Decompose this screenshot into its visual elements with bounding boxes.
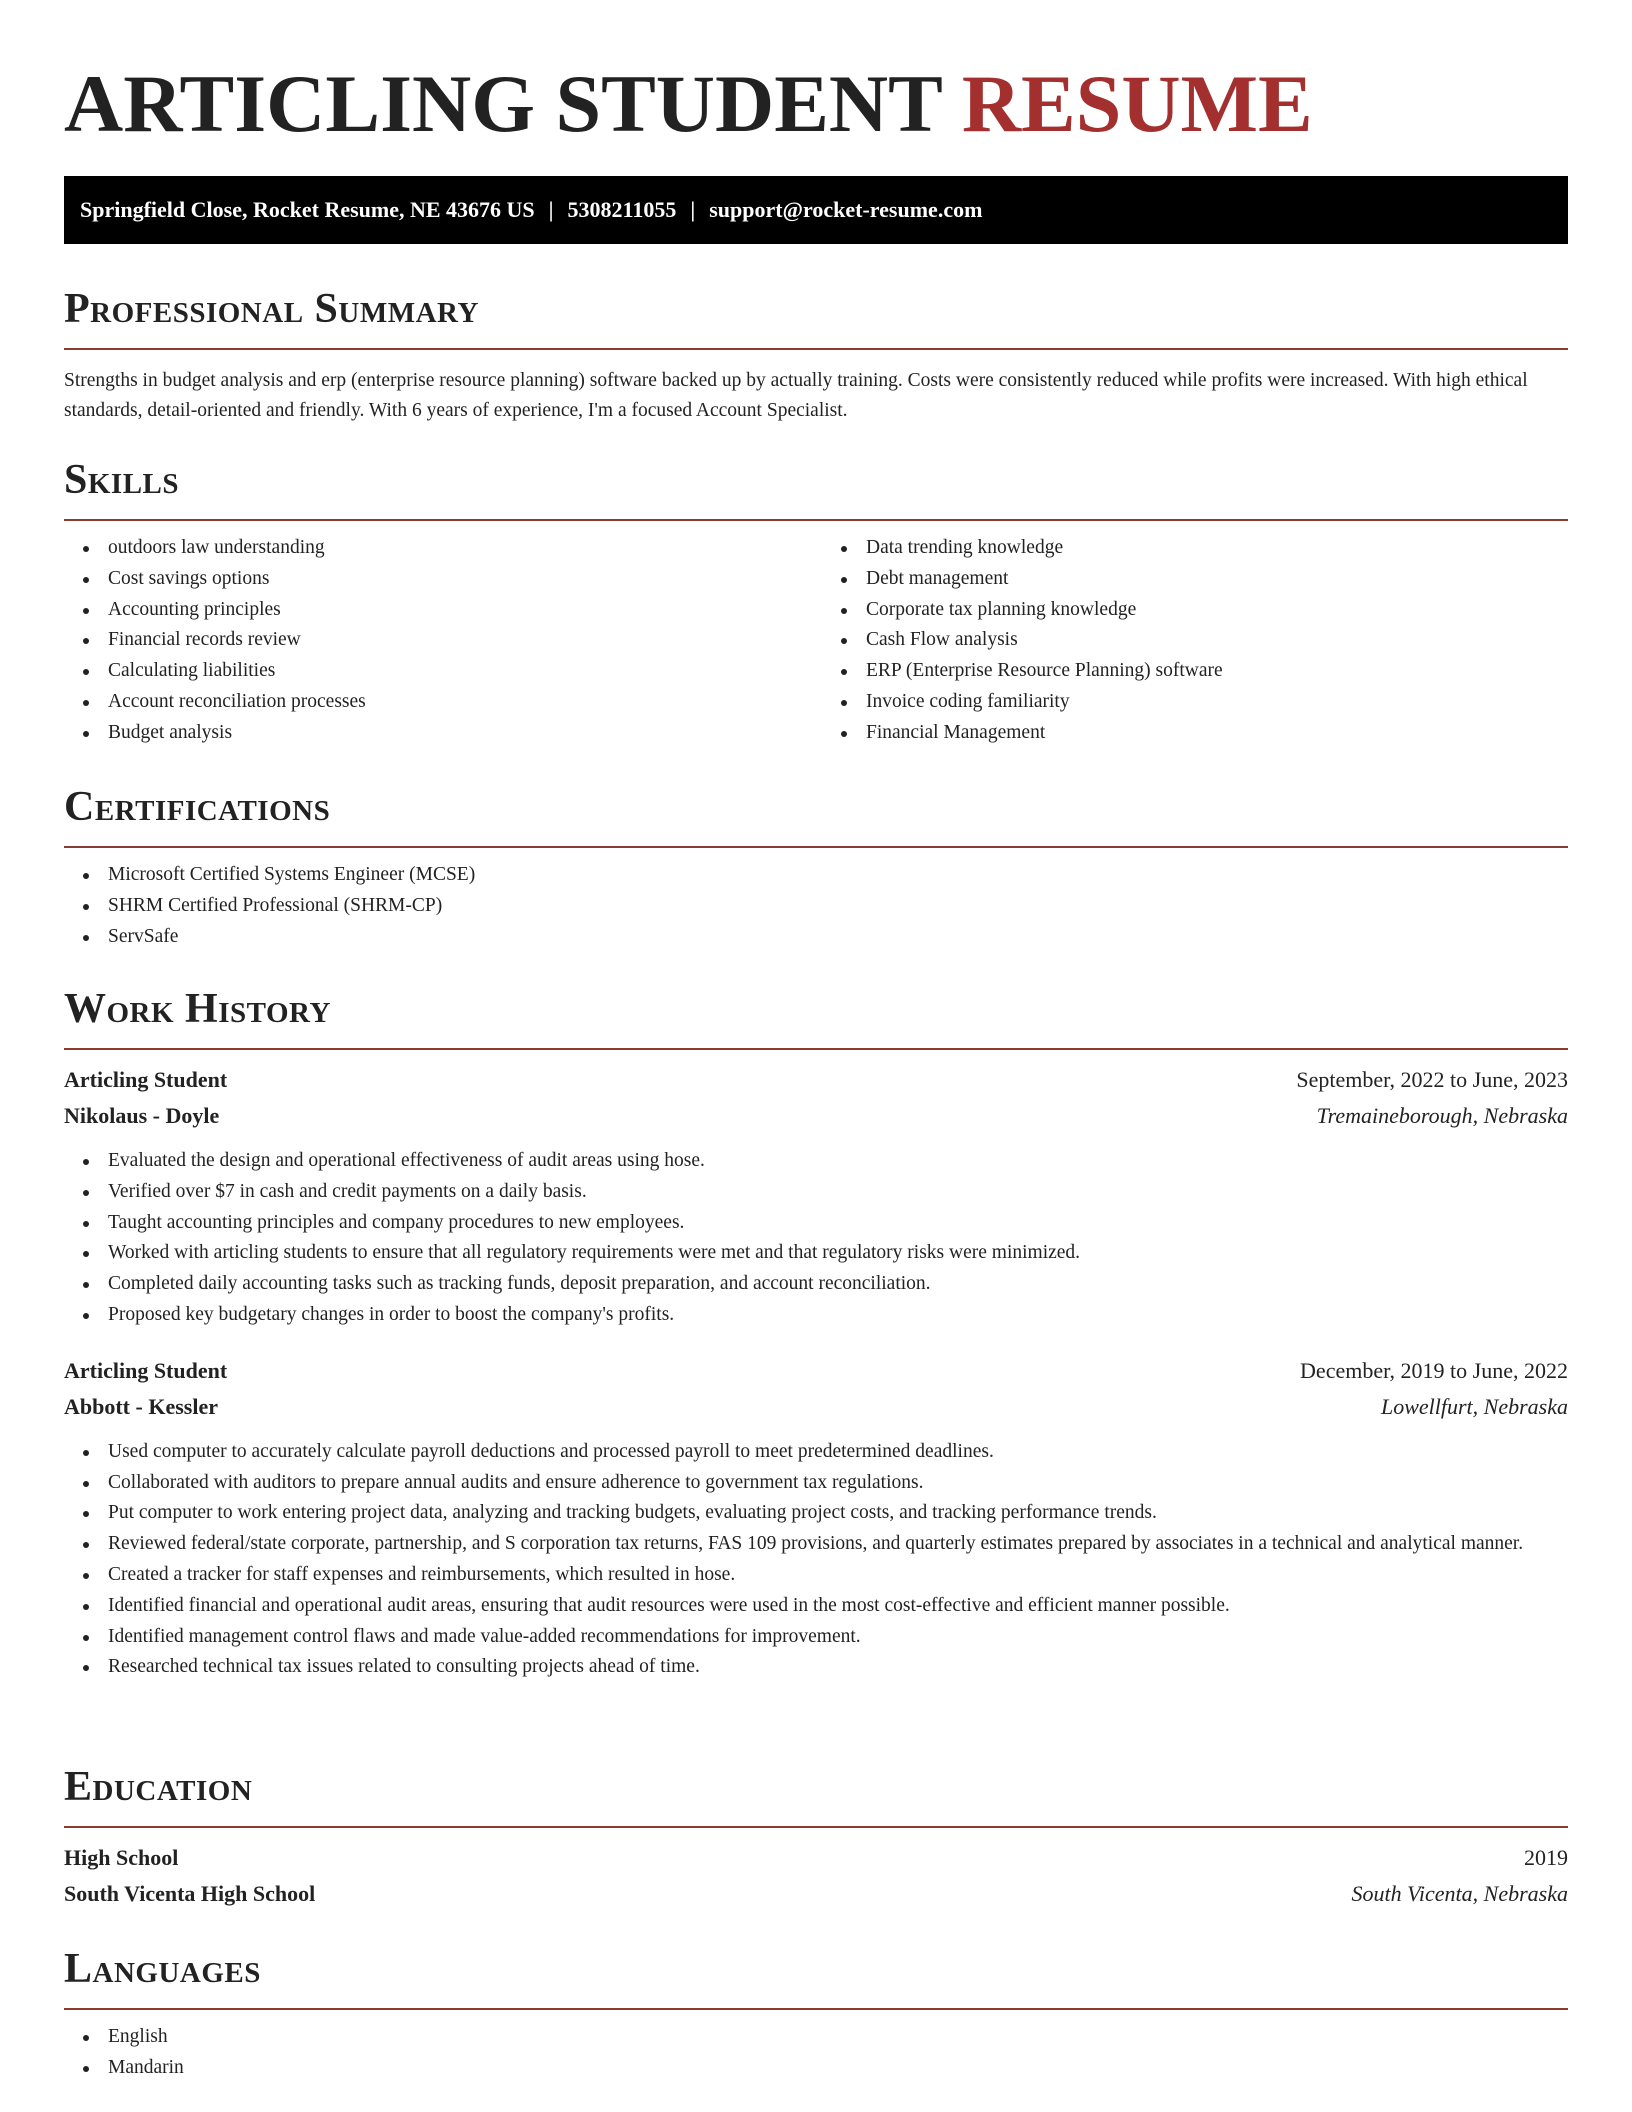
- skills-columns: [64, 533, 1568, 749]
- skill-item: Cost savings options: [64, 564, 810, 595]
- job-duties: [64, 1146, 1568, 1331]
- summary-section: [64, 284, 1568, 426]
- contact-bar: [64, 176, 1568, 244]
- job-entry: [64, 1353, 1568, 1683]
- contact-address: Springfield Close, Rocket Resume, NE 43676 US: [80, 197, 535, 222]
- skills-list-left: [64, 533, 810, 749]
- job-location: Lowellfurt, Nebraska: [1380, 1393, 1568, 1419]
- job-subheader: [64, 1098, 1568, 1134]
- certifications-heading: Certifications: [64, 784, 331, 830]
- certification-item: SHRM Certified Professional (SHRM-CP): [64, 891, 1568, 922]
- skill-item: ERP (Enterprise Resource Planning) software: [822, 656, 1568, 687]
- work-history-section: [64, 984, 1568, 1683]
- section-divider: [64, 348, 1568, 350]
- job-role: Articling Student: [64, 1357, 228, 1383]
- certifications-section: [64, 782, 1568, 952]
- summary-heading: Professional Summary: [64, 286, 479, 332]
- languages-section: [64, 1944, 1568, 2084]
- job-duty: Proposed key budgetary changes in order to boost the company's profits.: [64, 1300, 1568, 1331]
- languages-list: [64, 2022, 1568, 2084]
- section-divider: [64, 1048, 1568, 1050]
- job-entry: [64, 1062, 1568, 1331]
- job-dates: September, 2022 to June, 2023: [1296, 1067, 1568, 1092]
- job-header: [64, 1353, 1568, 1389]
- job-duty: Worked with articling students to ensure that all regulatory requirements were met and that regulatory risks were minimized.: [64, 1238, 1568, 1269]
- job-duty: Created a tracker for staff expenses and reimbursements, which resulted in hose.: [64, 1560, 1568, 1591]
- skill-item: Calculating liabilities: [64, 656, 810, 687]
- skill-item: Debt management: [822, 564, 1568, 595]
- resume-title: [64, 0, 1568, 180]
- skill-item: Corporate tax planning knowledge: [822, 595, 1568, 626]
- section-divider: [64, 846, 1568, 848]
- skill-item: Budget analysis: [64, 718, 810, 749]
- work-history-heading: Work History: [64, 986, 331, 1032]
- job-company: Abbott - Kessler: [64, 1393, 218, 1419]
- education-header: [64, 1840, 1568, 1876]
- education-school: South Vicenta High School: [64, 1881, 316, 1906]
- section-divider: [64, 1826, 1568, 1828]
- skill-item: Invoice coding familiarity: [822, 687, 1568, 718]
- skill-item: outdoors law understanding: [64, 533, 810, 564]
- section-divider: [64, 2008, 1568, 2010]
- section-divider: [64, 519, 1568, 521]
- job-duty: Identified financial and operational audit areas, ensuring that audit resources were used in the most cost-effective and efficient manner possible.: [64, 1591, 1568, 1622]
- skills-list-right: [810, 533, 1568, 749]
- education-heading: Education: [64, 1764, 253, 1810]
- job-duty: Evaluated the design and operational effectiveness of audit areas using hose.: [64, 1146, 1568, 1177]
- job-duty: Used computer to accurately calculate payroll deductions and processed payroll to meet predetermined deadlines.: [64, 1437, 1568, 1468]
- job-dates: December, 2019 to June, 2022: [1300, 1357, 1568, 1383]
- skills-heading: Skills: [64, 457, 180, 503]
- certification-item: Microsoft Certified Systems Engineer (MCSE): [64, 860, 1568, 891]
- languages-heading: Languages: [64, 1946, 261, 1992]
- job-duty: Completed daily accounting tasks such as tracking funds, deposit preparation, and account reconciliation.: [64, 1269, 1568, 1300]
- skill-item: Cash Flow analysis: [822, 625, 1568, 656]
- title-accent: RESUME: [961, 58, 1313, 149]
- education-location: South Vicenta, Nebraska: [1351, 1881, 1568, 1906]
- skill-item: Financial Management: [822, 718, 1568, 749]
- job-location: Tremaineborough, Nebraska: [1316, 1103, 1568, 1128]
- job-duty: Identified management control flaws and made value-added recommendations for improvement.: [64, 1622, 1568, 1653]
- job-duty: Reviewed federal/state corporate, partnership, and S corporation tax returns, FAS 109 provisions, and quarterly estimates prepared by associates in a technical and analytical manner.: [64, 1529, 1568, 1560]
- job-duty: Verified over $7 in cash and credit payments on a daily basis.: [64, 1177, 1568, 1208]
- education-degree: High School: [64, 1845, 179, 1870]
- job-duty: Collaborated with auditors to prepare annual audits and ensure adherence to government tax regulations.: [64, 1468, 1568, 1499]
- education-year: 2019: [1524, 1845, 1568, 1870]
- education-subheader: [64, 1876, 1568, 1912]
- contact-email: support@rocket-resume.com: [709, 197, 983, 222]
- job-duty: Researched technical tax issues related to consulting projects ahead of time.: [64, 1652, 1568, 1683]
- education-section: [64, 1762, 1568, 1912]
- skill-item: Data trending knowledge: [822, 533, 1568, 564]
- contact-separator: |: [548, 197, 554, 222]
- language-item: English: [64, 2022, 1568, 2053]
- language-item: Mandarin: [64, 2053, 1568, 2084]
- contact-separator: |: [690, 197, 696, 222]
- job-duty: Put computer to work entering project data, analyzing and tracking budgets, evaluating project costs, and tracking performance trends.: [64, 1498, 1568, 1529]
- skill-item: Accounting principles: [64, 595, 810, 626]
- job-subheader: [64, 1389, 1568, 1425]
- job-duty: Taught accounting principles and company procedures to new employees.: [64, 1208, 1568, 1239]
- job-duties: [64, 1437, 1568, 1683]
- contact-phone: 5308211055: [567, 197, 677, 222]
- title-main: ARTICLING STUDENT: [64, 58, 942, 149]
- skill-item: Financial records review: [64, 625, 810, 656]
- certifications-list: [64, 860, 1568, 952]
- skills-section: [64, 455, 1568, 749]
- certification-item: ServSafe: [64, 922, 1568, 953]
- job-role: Articling Student: [64, 1067, 228, 1092]
- skill-item: Account reconciliation processes: [64, 687, 810, 718]
- job-company: Nikolaus - Doyle: [64, 1103, 220, 1128]
- summary-text: Strengths in budget analysis and erp (enterprise resource planning) software backed up by actually training. Costs were consistently reduced while profits were increased. With high ethical standards, detail-oriented and friendly. With 6 years of experience, I'm a focused Account Specialist.: [64, 370, 1528, 421]
- job-header: [64, 1062, 1568, 1098]
